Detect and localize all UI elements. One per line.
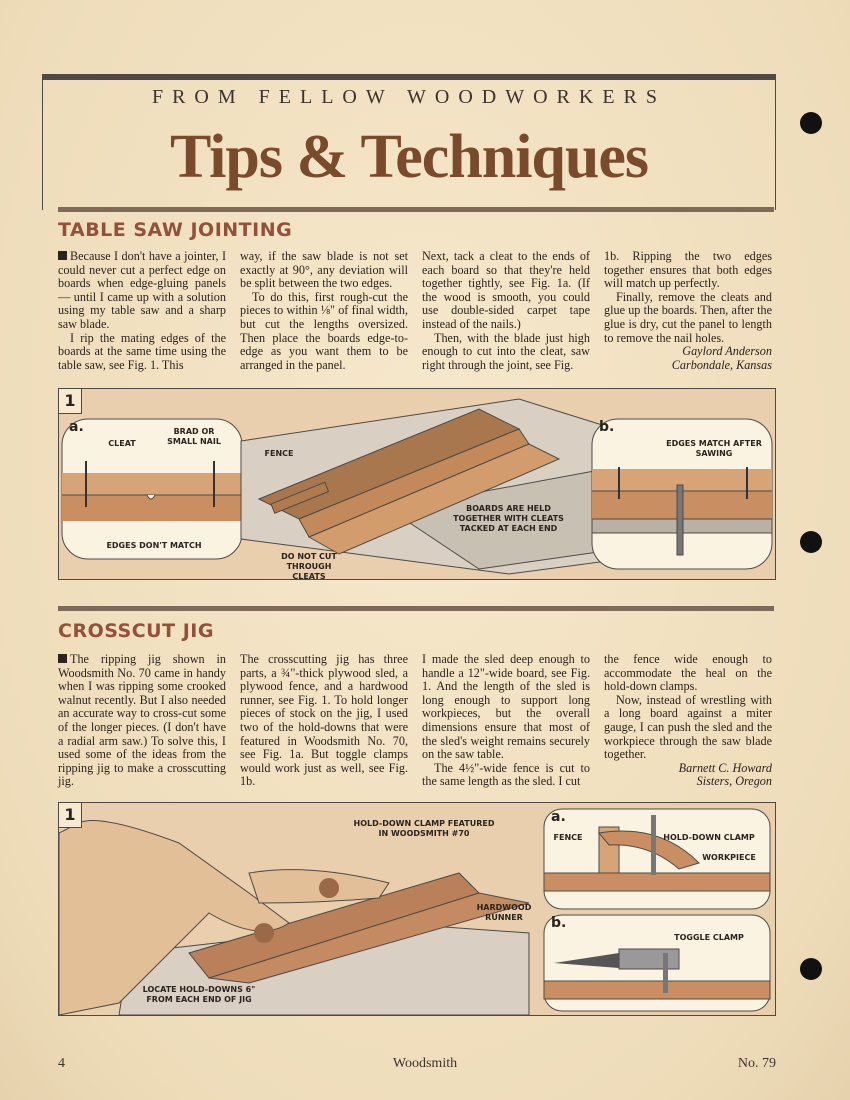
paragraph: the fence wide enough to accommodate the heal on the hold-down clamps. bbox=[604, 652, 772, 694]
paragraph: Because I don't have a jointer, I could never cut a perfect edge on boards when edge-gluing panels — until I came up with a solution using my table saw and a sharp saw blade. bbox=[58, 249, 226, 331]
section2-column-2 bbox=[240, 653, 408, 789]
section2-rule bbox=[58, 606, 774, 611]
label-boards-held: BOARDS ARE HELD TOGETHER WITH CLEATS TACKED AT EACH END bbox=[453, 504, 564, 533]
paragraph: Now, instead of wrestling with a long board against a miter gauge, I can push the sled and the workpiece through the saw blade together. bbox=[604, 692, 772, 762]
header-top-rule bbox=[42, 74, 776, 80]
label-workpiece: WORKPIECE bbox=[702, 853, 756, 862]
section2-column-4 bbox=[604, 653, 772, 789]
paragraph: I rip the mating edges of the boards at the same time using the table saw, see Fig. 1. This bbox=[58, 330, 226, 372]
label-edges-dont-match: EDGES DON'T MATCH bbox=[106, 541, 202, 550]
section1-column-4 bbox=[604, 250, 772, 372]
figure-table-saw-jointing bbox=[58, 388, 776, 580]
label-fence: FENCE bbox=[264, 449, 294, 458]
figure-number: 1 bbox=[59, 389, 82, 414]
paragraph: I made the sled deep enough to handle a 12"-wide board, see Fig. 1. And the length of the sled is long enough to support long workpieces, but the overall dimensions ensure that most of the sled's weight remains securely on the saw table. bbox=[422, 652, 590, 762]
bullet-square-icon bbox=[58, 654, 67, 663]
author-name: Gaylord Anderson bbox=[682, 344, 772, 359]
author-location: Carbondale, Kansas bbox=[671, 357, 772, 372]
inset-b-label: b. bbox=[551, 915, 567, 931]
inset-a-label: a. bbox=[551, 809, 566, 825]
section1-rule bbox=[58, 207, 774, 212]
binder-hole-middle bbox=[800, 531, 822, 553]
figure-number: 1 bbox=[59, 803, 82, 828]
label-hardwood-runner: HARDWOOD RUNNER bbox=[476, 903, 532, 922]
section1-column-1 bbox=[58, 250, 226, 372]
label-edges-match: EDGES MATCH AFTER SAWING bbox=[666, 439, 762, 458]
section1-column-2 bbox=[240, 250, 408, 372]
page-number: 4 bbox=[58, 1056, 65, 1071]
figure-crosscut-jig bbox=[58, 802, 776, 1016]
paragraph: To do this, first rough-cut the pieces to within ⅛" of final width, but cut the lengths oversized. Then place the boards edge-to-edge as you want them to be arranged in the panel. bbox=[240, 289, 408, 372]
inset-b-label: b. bbox=[599, 419, 615, 435]
paragraph: The 4½"-wide fence is cut to the same length as the sled. I cut bbox=[422, 760, 590, 789]
page-title: Tips & Techniques bbox=[169, 123, 649, 191]
paragraph: Then, with the blade just high enough to cut into the cleat, saw right through the joint, see Fig. bbox=[422, 330, 590, 372]
label-hold-down-clamp: HOLD-DOWN CLAMP bbox=[663, 833, 755, 842]
author-name: Barnett C. Howard bbox=[678, 760, 772, 775]
label-locate-hold-downs: LOCATE HOLD-DOWNS 6" FROM EACH END OF JIG bbox=[142, 985, 256, 1004]
issue-number: No. 79 bbox=[737, 1056, 776, 1071]
binder-hole-top bbox=[800, 112, 822, 134]
magazine-name: Woodsmith bbox=[392, 1056, 458, 1071]
paragraph: The ripping jig shown in Woodsmith No. 70 came in handy when I was ripping some crooked walnut recently. But I also needed an accurate way to cross-cut some of the longer pieces. (I don't have a radial arm saw.) To solve this, I used some of the ideas from the ripping jig to make a crosscutting jig. bbox=[58, 652, 226, 789]
inset-a-label: a. bbox=[69, 419, 84, 435]
author-location: Sisters, Oregon bbox=[696, 774, 772, 789]
paragraph: way, if the saw blade is not set exactly at 90°, any deviation will be split between the two edges. bbox=[240, 249, 408, 291]
paragraph: Finally, remove the cleats and glue up the boards. Then, after the glue is dry, cut the panel to length to remove the nail holes. bbox=[604, 289, 772, 345]
section2-column-3 bbox=[422, 653, 590, 789]
label-brad: BRAD OR SMALL NAIL bbox=[167, 427, 221, 446]
label-cleat: CLEAT bbox=[108, 439, 136, 448]
section2-column-1 bbox=[58, 653, 226, 789]
paragraph: Next, tack a cleat to the ends of each board so that they're held together tightly, see Fig. 1a. (If the wood is smooth, you could use double-sided carpet tape instead of the nails.) bbox=[422, 249, 590, 331]
header-kicker: FROM FELLOW WOODWORKERS bbox=[151, 86, 667, 108]
paragraph: The crosscutting jig has three parts, a ¾"-thick plywood sled, a plywood fence, and a hardwood runner, see Fig. 1. To hold longer pieces of stock on the jig, I used two of the hold-downs that were featured in Woodsmith No. 70, see Fig. 1a. But toggle clamps would work just as well, see Fig. 1b. bbox=[240, 652, 408, 789]
section2-title: CROSSCUT JIG bbox=[58, 620, 214, 642]
section1-title: TABLE SAW JOINTING bbox=[58, 219, 293, 241]
binder-hole-bottom bbox=[800, 958, 822, 980]
label-hold-down-featured: HOLD-DOWN CLAMP FEATURED IN WOODSMITH #70 bbox=[353, 819, 495, 838]
paragraph: 1b. Ripping the two edges together ensures that both edges will match up perfectly. bbox=[604, 249, 772, 291]
bullet-square-icon bbox=[58, 251, 67, 260]
label-toggle-clamp: TOGGLE CLAMP bbox=[674, 933, 744, 942]
label-fence: FENCE bbox=[553, 833, 583, 842]
section1-column-3 bbox=[422, 250, 590, 372]
label-do-not-cut: DO NOT CUT THROUGH CLEATS bbox=[281, 552, 337, 580]
